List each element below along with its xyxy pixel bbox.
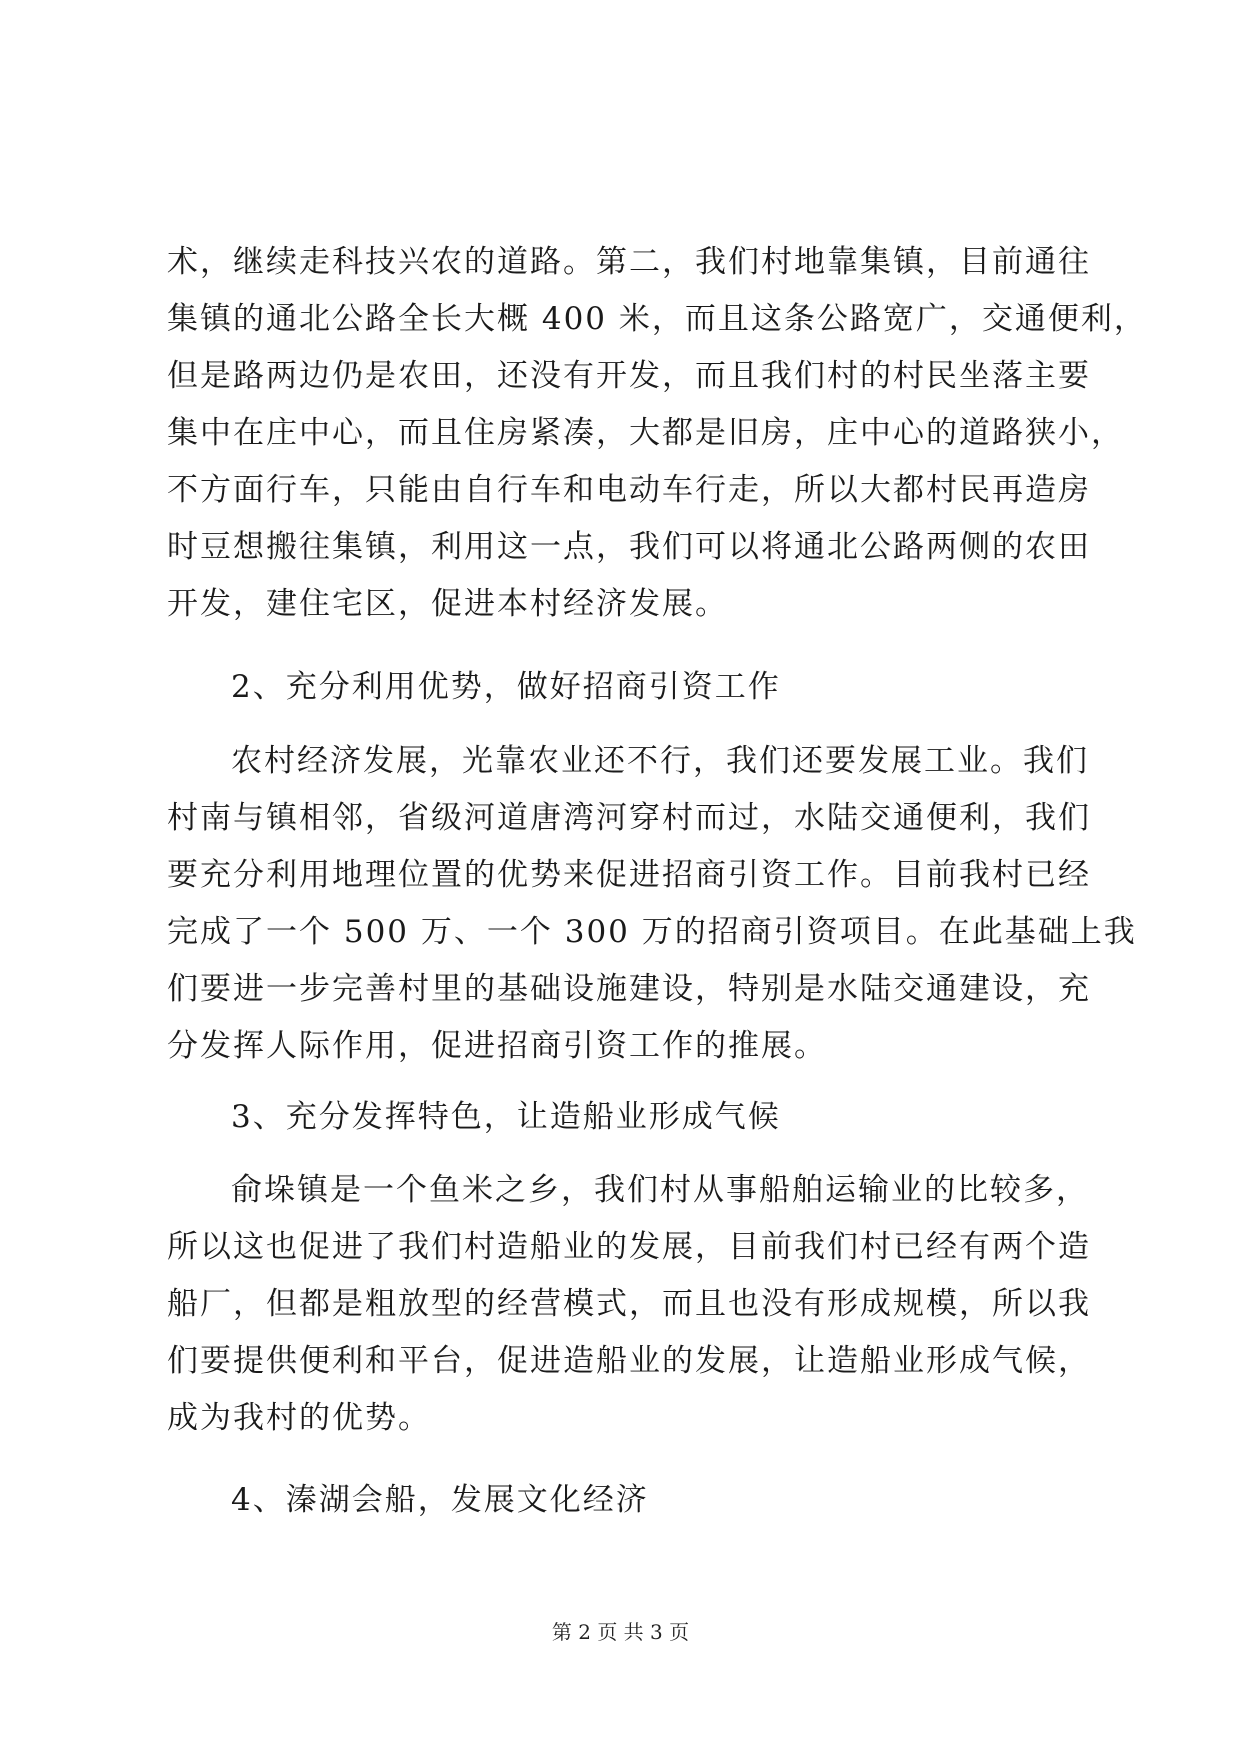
text-line: 术，继续走科技兴农的道路。第二，我们村地靠集镇，目前通往: [167, 244, 1091, 280]
text-line: 成为我村的优势。: [167, 1400, 431, 1436]
text-line: 们要进一步完善村里的基础设施建设，特别是水陆交通建设，充: [167, 971, 1091, 1007]
text-line: 船厂，但都是粗放型的经营模式，而且也没有形成规模，所以我: [167, 1286, 1091, 1322]
text-line: 所以这也促进了我们村造船业的发展，目前我们村已经有两个造: [167, 1229, 1091, 1265]
text-line: 农村经济发展，光靠农业还不行，我们还要发展工业。我们: [231, 743, 1089, 779]
section-heading: 4、溱湖会船，发展文化经济: [231, 1482, 649, 1518]
page-indicator: 第 2 页 共 3 页: [551, 1620, 690, 1644]
text-line: 要充分利用地理位置的优势来促进招商引资工作。目前我村已经: [167, 857, 1091, 893]
text-line: 时豆想搬往集镇，利用这一点，我们可以将通北公路两侧的农田: [167, 529, 1091, 565]
text-line: 集中在庄中心，而且住房紧凑，大都是旧房，庄中心的道路狭小，: [167, 415, 1124, 451]
text-line: 不方面行车，只能由自行车和电动车行走，所以大都村民再造房: [167, 472, 1091, 508]
section-heading: 3、充分发挥特色，让造船业形成气候: [231, 1099, 781, 1135]
text-line: 村南与镇相邻，省级河道唐湾河穿村而过，水陆交通便利，我们: [167, 800, 1091, 836]
text-line: 集镇的通北公路全长大概 400 米，而且这条公路宽广，交通便利，: [167, 301, 1147, 337]
text-line: 但是路两边仍是农田，还没有开发，而且我们村的村民坐落主要: [167, 358, 1091, 394]
section-heading: 2、充分利用优势，做好招商引资工作: [231, 669, 781, 705]
text-line: 分发挥人际作用，促进招商引资工作的推展。: [167, 1028, 827, 1064]
text-line: 俞垛镇是一个鱼米之乡，我们村从事船舶运输业的比较多，: [231, 1172, 1089, 1208]
text-line: 完成了一个 500 万、一个 300 万的招商引资项目。在此基础上我: [167, 914, 1137, 950]
text-line: 开发，建住宅区，促进本村经济发展。: [167, 586, 728, 622]
text-line: 们要提供便利和平台，促进造船业的发展，让造船业形成气候，: [167, 1343, 1091, 1379]
